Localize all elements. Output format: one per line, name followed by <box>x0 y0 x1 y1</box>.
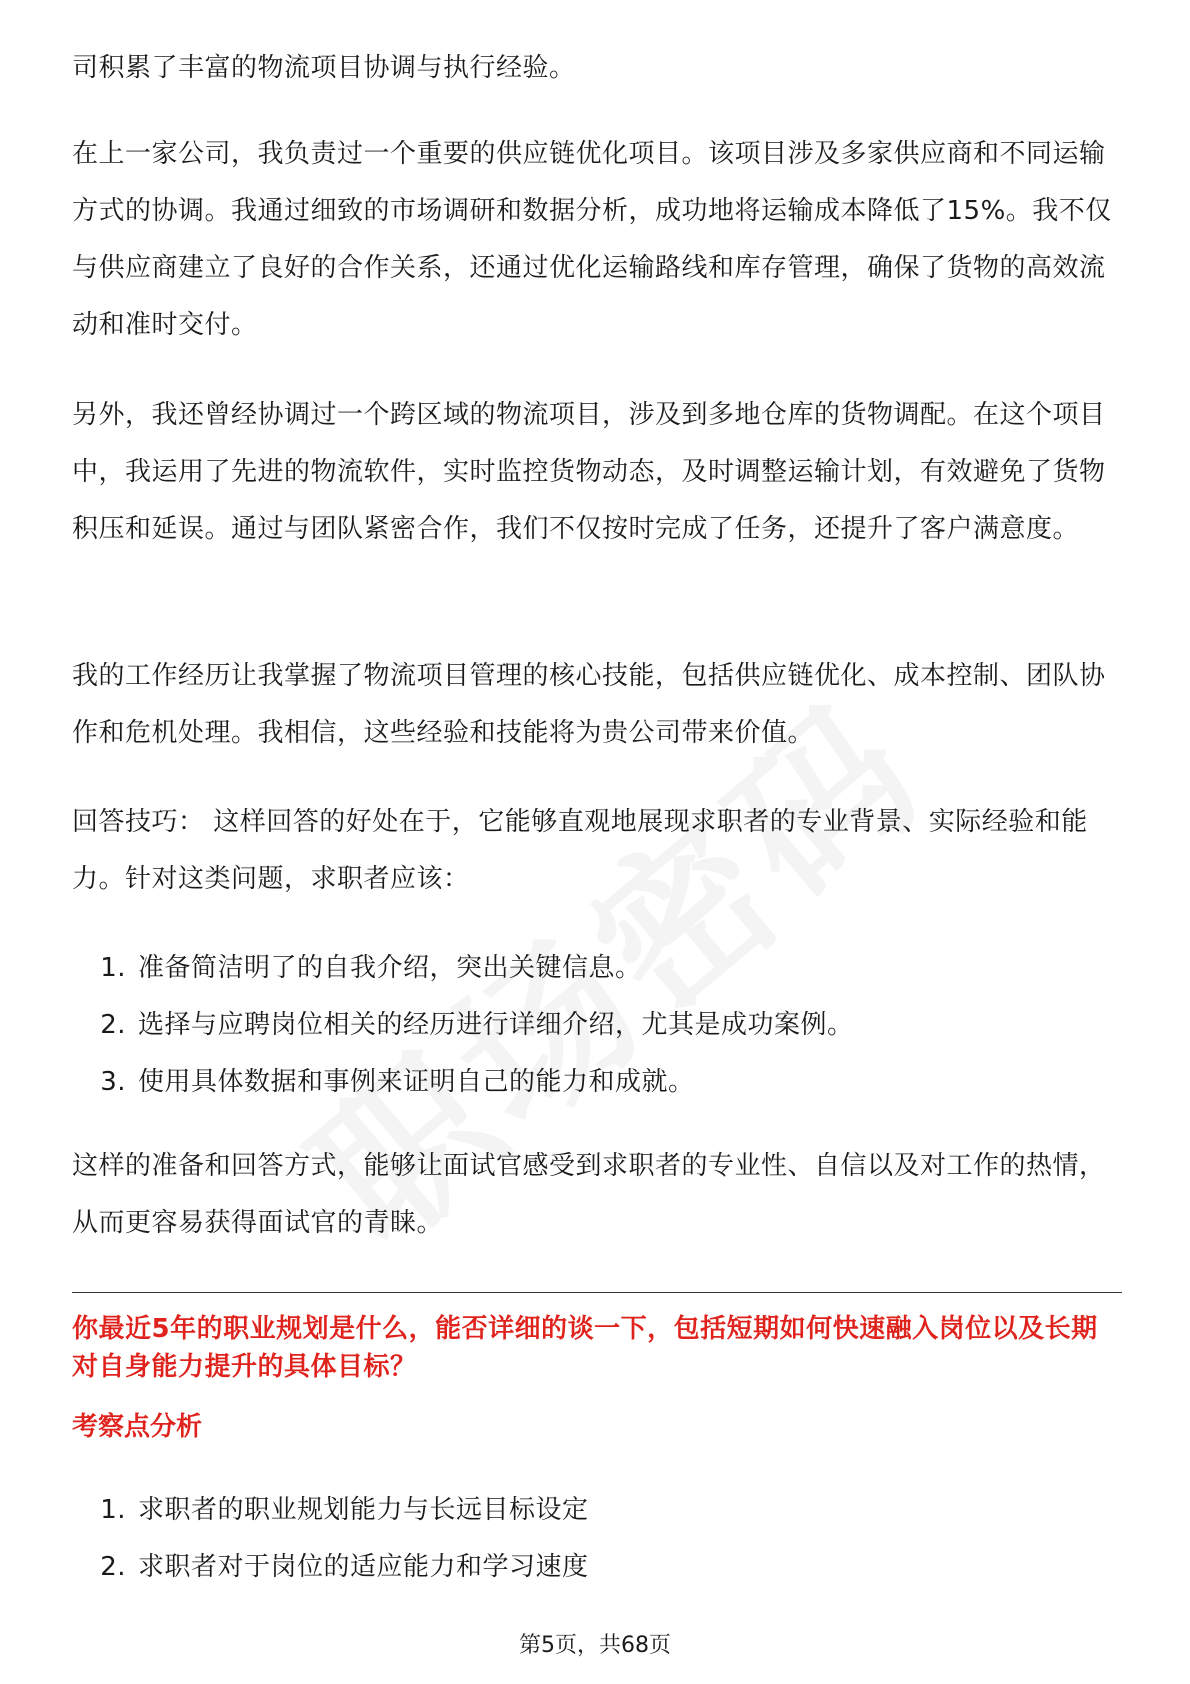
paragraph-intro-end: 司积累了丰富的物流项目协调与执行经验。 <box>72 53 576 83</box>
list-text: 选择与应聘岗位相关的经历进行详细介绍，尤其是成功案例。 <box>138 1010 854 1040</box>
paragraph-supply-chain-project: 在上一家公司，我负责过一个重要的供应链优化项目。该项目涉及多家供应商和不同运输方式的协调。我通过细致的市场调研和数据分析，成功地将运输成本降低了15%。我不仅与供应商建立了良好的合作关系，还通过优化运输路线和库存管理，确保了货物的高效流动和准时交付。 <box>72 139 1112 340</box>
list-number: 1. <box>100 1495 126 1525</box>
list-item <box>72 1539 1122 1596</box>
list-item <box>72 1054 1122 1111</box>
paragraph-answer-tips: 回答技巧： 这样回答的好处在于，它能够直观地展现求职者的专业背景、实际经验和能力。针对这类问题，求职者应该： <box>72 807 1088 894</box>
page-footer: 第5页，共68页 <box>519 1633 671 1658</box>
list-text: 准备简洁明了的自我介绍，突出关键信息。 <box>138 953 642 983</box>
paragraph-cross-region-project: 另外，我还曾经协调过一个跨区域的物流项目，涉及到多地仓库的货物调配。在这个项目中，我运用了先进的物流软件，实时监控货物动态，及时调整运输计划，有效避免了货物积压和延误。通过与团队紧密合作，我们不仅按时完成了任务，还提升了客户满意度。 <box>72 400 1106 544</box>
list-number: 1. <box>100 953 126 983</box>
list-item <box>72 940 1122 997</box>
analysis-list <box>72 1482 1122 1596</box>
paragraph-conclusion: 这样的准备和回答方式，能够让面试官感受到求职者的专业性、自信以及对工作的热情，从而更容易获得面试官的青睐。 <box>72 1151 1106 1238</box>
analysis-title: 考察点分析 <box>72 1412 203 1442</box>
list-item <box>72 1482 1122 1539</box>
question-heading: 你最近5年的职业规划是什么，能否详细的谈一下，包括短期如何快速融入岗位以及长期对自身能力提升的具体目标？ <box>72 1314 1098 1382</box>
list-text: 使用具体数据和事例来证明自己的能力和成就。 <box>138 1067 695 1097</box>
list-text: 求职者对于岗位的适应能力和学习速度 <box>138 1552 589 1582</box>
list-item <box>72 997 1122 1054</box>
tips-list <box>72 940 1122 1111</box>
paragraph-skills-summary: 我的工作经历让我掌握了物流项目管理的核心技能，包括供应链优化、成本控制、团队协作和危机处理。我相信，这些经验和技能将为贵公司带来价值。 <box>72 661 1106 748</box>
list-number: 2. <box>100 1010 126 1040</box>
list-number: 3. <box>100 1067 126 1097</box>
list-text: 求职者的职业规划能力与长远目标设定 <box>138 1495 589 1525</box>
document-page <box>72 0 1122 1684</box>
list-number: 2. <box>100 1552 126 1582</box>
section-divider <box>72 1292 1122 1293</box>
